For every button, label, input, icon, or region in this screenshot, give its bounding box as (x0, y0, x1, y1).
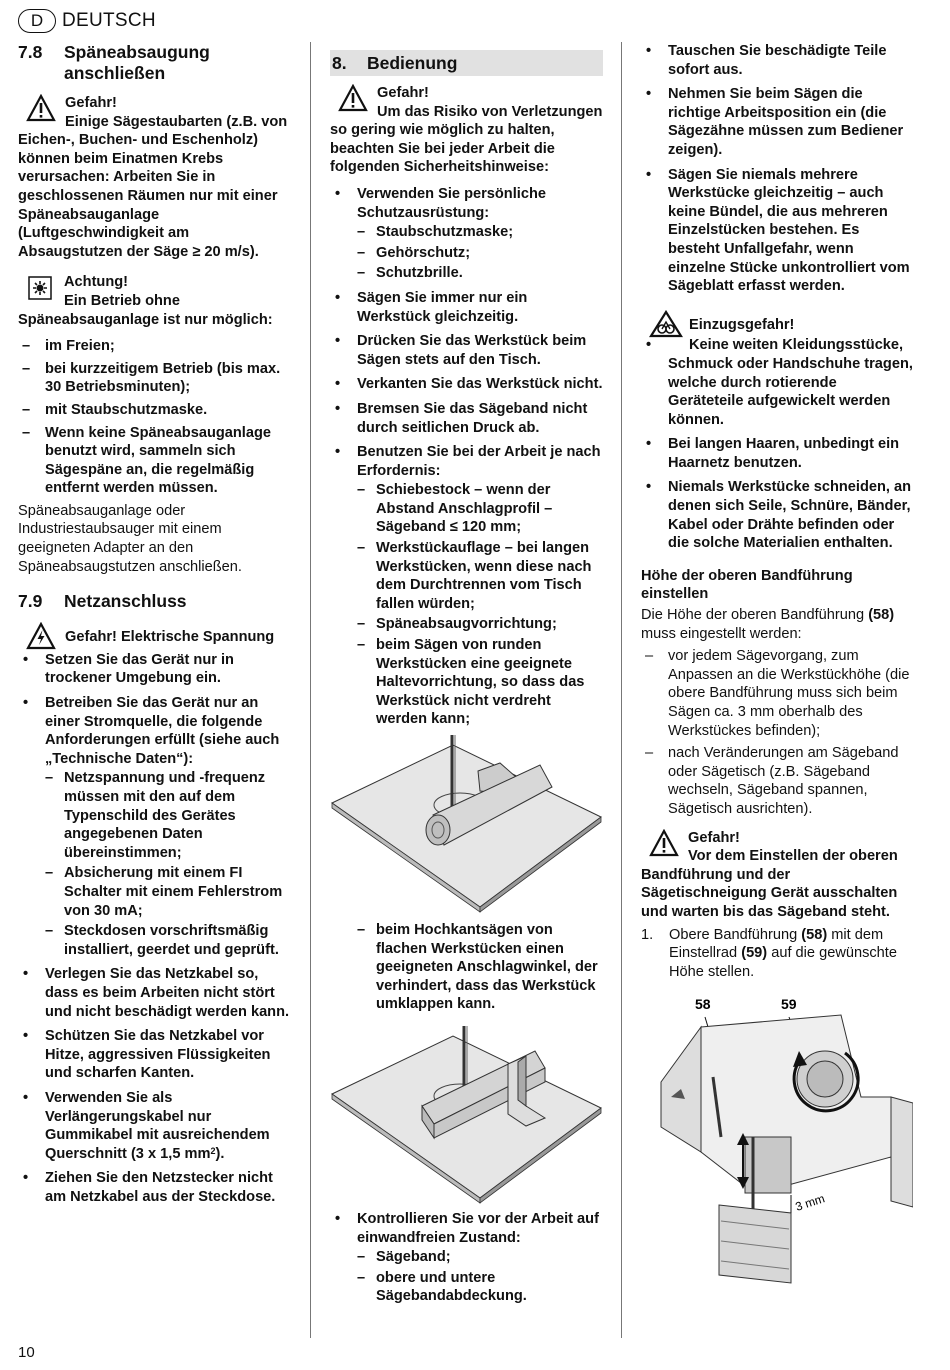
language-code-badge: D (18, 9, 56, 33)
list-item-text: Sägen Sie niemals mehrere Werkstücke gleichzeitig – auch keine Bündel, die aus mehreren Einzelstücken bestehen. Es besteht Unfallgefahr, wenn einzelne Stücke unkontrolliert vom Sägeblatt erfasst werden. (668, 166, 910, 295)
list-item (18, 1027, 295, 1083)
list-item-text: Verlegen Sie das Netzkabel so, dass es beim Arbeiten nicht stört und nicht beschädigt werden kann. (45, 966, 290, 1020)
paragraph-extraction: Späneabsauganlage oder Industriestaubsauger mit einem geeigneten Adapter an den Späneabsaugstutzen anschließen. (18, 502, 242, 575)
list-item (330, 400, 603, 437)
entanglement-notice (641, 310, 913, 335)
list-item-text: Keine weiten Kleidungsstücke, Schmuck oder Handschuhe tragen, welche durch rotierende Geräteteile aufgewickelt werden können. (668, 337, 913, 428)
section-8-heading (330, 50, 603, 76)
sub-list-item: – beim Sägen von runden Werkstücken eine geeignete Haltevorrichtung, so dass das Werkstück nicht verdreht werden kann; (357, 636, 603, 729)
column-divider-1 (310, 42, 311, 1338)
list-item (18, 965, 295, 1021)
list-item: – im Freien; (18, 337, 295, 356)
list-item: – vor jedem Sägevorgang, zum Anpassen an die Werkstückhöhe (die obere Bandführung muss sich beim Sägen ca. 3 mm oberhalb des Werkstückes befinden); (641, 647, 913, 740)
electric-warning-icon (26, 622, 56, 650)
danger-label: Gefahr! (65, 95, 117, 111)
band-guide-adjustment-illustration (641, 987, 913, 1287)
dimension-label: 3 mm (793, 1191, 827, 1215)
section-number: 7.9 (18, 591, 43, 612)
attention-list (18, 337, 295, 498)
sub-list-item: – beim Hochkantsägen von flachen Werkstücken einen geeigneten Anschlagwinkel, der verhindert, dass das Werkstück umklappen kann. (357, 921, 603, 1014)
list-item-text: Schützen Sie das Netzkabel vor Hitze, aggressiven Flüssigkeiten und scharfen Kanten. (45, 1028, 271, 1082)
entanglement-label: Einzugsgefahr! (689, 316, 795, 333)
list-item (18, 1089, 295, 1163)
sub-list-item: – Sägeband; (357, 1248, 603, 1267)
warning-triangle-icon (649, 829, 679, 857)
list-item (18, 1169, 295, 1206)
language-header (18, 9, 156, 33)
sub-list (357, 1248, 603, 1306)
paragraph-text: muss eingestellt werden: (641, 625, 802, 642)
list-item-text: Nehmen Sie beim Sägen die richtige Arbeitsposition ein (die Sägezähne müssen zum Bediener zeigen). (668, 86, 904, 158)
section-title: Netzanschluss (64, 591, 187, 612)
danger-notice-adjust (641, 829, 913, 922)
list-item: – nach Veränderungen am Sägeband oder Sägetisch (z.B. Sägeband wechseln, Sägeband spannen, Sägetisch ausrichten). (641, 744, 913, 818)
sub-list-item: – Schutzbrille. (357, 264, 603, 283)
inspection-list (330, 1210, 603, 1306)
entanglement-warning-icon (649, 310, 683, 338)
callout-59: 59 (781, 996, 797, 1013)
sub-list-item: – obere und untere Sägebandabdeckung. (357, 1269, 603, 1306)
danger-label: Gefahr! (688, 829, 740, 846)
section-number: 8. (332, 53, 347, 73)
list-item (641, 435, 913, 472)
sub-list-item: – Gehörschutz; (357, 244, 603, 263)
section-7-8-heading (18, 42, 295, 84)
page-number: 10 (18, 1344, 35, 1361)
list-item-text: Tauschen Sie beschädigte Teile sofort aus. (668, 43, 887, 78)
sub-list-item: – Späneabsaugvorrichtung; (357, 615, 603, 634)
section-number: 7.8 (18, 42, 43, 62)
list-item-text: Verwenden Sie als Verlängerungskabel nur Gummikabel mit ausreichendem Querschnitt (3 x 1,5 mm (45, 1089, 270, 1162)
list-item-text: Ziehen Sie den Netzstecker nicht am Netzkabel aus der Steckdose. (45, 1170, 276, 1205)
list-item-text: Benutzen Sie bei der Arbeit je nach Erfordernis: (357, 444, 601, 479)
list-item-text: Kontrollieren Sie vor der Arbeit auf einwandfreien Zustand: (357, 1210, 599, 1246)
list-item-text: Drücken Sie das Werkstück beim Sägen stets auf den Tisch. (357, 333, 587, 368)
section-title: Bedienung (367, 53, 458, 73)
safety-list-continued (641, 42, 913, 296)
step-text: mit dem Einstellrad (669, 926, 884, 962)
sub-list-item: – Schiebestock – wenn der Abstand Anschlagprofil – Sägeband ≤ 120 mm; (357, 481, 603, 537)
list-item-text: ). (215, 1145, 225, 1162)
attention-notice (18, 273, 295, 329)
column-divider-2 (621, 42, 622, 1338)
list-item-text: Sägen Sie immer nur ein Werkstück gleichzeitig. (357, 289, 528, 325)
sub-list (357, 223, 603, 283)
danger-text: Um das Risiko von Verletzungen so gering wie möglich zu halten, beachten Sie bei jeder Arbeit die folgenden Sicherheitshinweise: (330, 103, 603, 176)
list-item (330, 1210, 603, 1306)
step-text: auf die gewünschte Höhe stellen. (669, 945, 897, 980)
list-item: – mit Staubschutzmaske. (18, 401, 295, 420)
sub-list-item: – Werkstückauflage – bei langen Werkstücken, wenn diese nach dem Durchtrennen vom Tisch fallen würden; (357, 539, 603, 613)
subsection-heading: Höhe der oberen Bandführung einstellen (641, 567, 853, 603)
paragraph-text: Die Höhe der oberen Bandführung (641, 607, 869, 624)
danger-text: Vor dem Einstellen der oberen Bandführung und der Sägetischneigung Gerät ausschalten und warten bis das Sägeband steht. (641, 848, 898, 920)
list-item-text: Niemals Werkstücke schneiden, an denen sich Seile, Schnüre, Bänder, Kabel oder Drähte befinden oder die solche Materialien enthalten. (668, 479, 912, 552)
danger-notice-dust (18, 94, 295, 261)
list-item-text: Verkanten Sie das Werkstück nicht. (357, 376, 603, 393)
list-item-text: Betreiben Sie das Gerät nur an einer Stromquelle, die folgende Anforderungen erfüllt (siehe auch „Technische Daten“): (45, 695, 280, 767)
list-item (330, 289, 603, 326)
sub-list (357, 481, 603, 729)
electric-safety-list (18, 651, 295, 1207)
sub-list-item: – Staubschutzmaske; (357, 223, 603, 242)
flat-workpiece-illustration (330, 1026, 603, 1204)
reference-58: (58) (868, 607, 895, 624)
entanglement-list (641, 336, 913, 553)
list-item (330, 443, 603, 729)
column-3 (641, 42, 913, 1287)
step-text: Obere Bandführung (669, 926, 802, 943)
round-workpiece-illustration (330, 735, 603, 913)
attention-box-icon (28, 276, 52, 300)
warning-triangle-icon (26, 94, 56, 122)
column-2 (330, 50, 603, 1312)
danger-label: Gefahr! (377, 85, 429, 101)
list-item (330, 332, 603, 369)
list-item-text: Bremsen Sie das Sägeband nicht durch seitlichen Druck ab. (357, 400, 588, 436)
list-item (641, 166, 913, 296)
paragraph-guide-height (641, 606, 913, 643)
list-item (18, 694, 295, 959)
steps-list (641, 926, 913, 982)
language-name: DEUTSCH (62, 10, 156, 31)
section-7-9-heading (18, 591, 295, 612)
list-item-text: Setzen Sie das Gerät nur in trockener Umgebung ein. (45, 651, 234, 687)
reference-58: (58) (801, 926, 828, 943)
list-item-text: Bei langen Haaren, unbedingt ein Haarnetz benutzen. (668, 436, 900, 471)
sub-list-item: – Absicherung mit einem FI Schalter mit einem Fehlerstrom von 30 mA; (45, 864, 295, 920)
warning-triangle-icon (338, 84, 368, 112)
step-item (641, 926, 913, 982)
sub-list-continued (357, 921, 603, 1014)
superscript: 2 (210, 1145, 216, 1156)
operation-safety-list (330, 185, 603, 729)
sub-list-item: – Steckdosen vorschriftsmäßig installiert, geerdet und geprüft. (45, 922, 295, 959)
list-item: – Wenn keine Späneabsauganlage benutzt wird, sammeln sich Sägespäne an, die regelmäßig entfernt werden müssen. (18, 424, 295, 498)
column-1 (18, 42, 295, 1212)
list-item (641, 85, 913, 159)
danger-notice-electric (18, 622, 295, 647)
list-item (641, 42, 913, 79)
sub-list-item: – Netzspannung und -frequenz müssen mit den auf dem Typenschild des Gerätes angegebenen Daten übereinstimmen; (45, 769, 295, 862)
list-item (641, 478, 913, 552)
danger-notice-operation (330, 84, 603, 177)
list-item-text: Verwenden Sie persönliche Schutzausrüstung: (357, 185, 546, 221)
danger-text: Einige Sägestaubarten (z.B. von Eichen-, Buchen- und Eschenholz) können beim Einatmen Krebs verursachen: Arbeiten Sie in geschlossenen Räumen nur mit einer Späneabsauganlage (Luftgeschwindigkeit am Absaugstutzen der Säge ≥ 20 m/s). (18, 113, 288, 260)
list-item (330, 375, 603, 394)
step-number: 1. (641, 926, 654, 943)
sub-list (45, 769, 295, 959)
list-item (330, 185, 603, 283)
section-title: Späneabsaugung anschließen (64, 42, 210, 83)
danger-label: Gefahr! Elektrische Spannung (65, 629, 275, 646)
list-item: – bei kurzzeitigem Betrieb (bis max. 30 Betriebsminuten); (18, 360, 295, 397)
list-item (641, 336, 913, 429)
callout-58: 58 (695, 996, 711, 1013)
reference-59: (59) (741, 945, 768, 962)
attention-label: Achtung! (64, 274, 129, 291)
attention-text: Ein Betrieb ohne Späneabsauganlage ist nur möglich: (18, 292, 273, 328)
guide-adjust-list (641, 647, 913, 818)
list-item (18, 651, 295, 688)
